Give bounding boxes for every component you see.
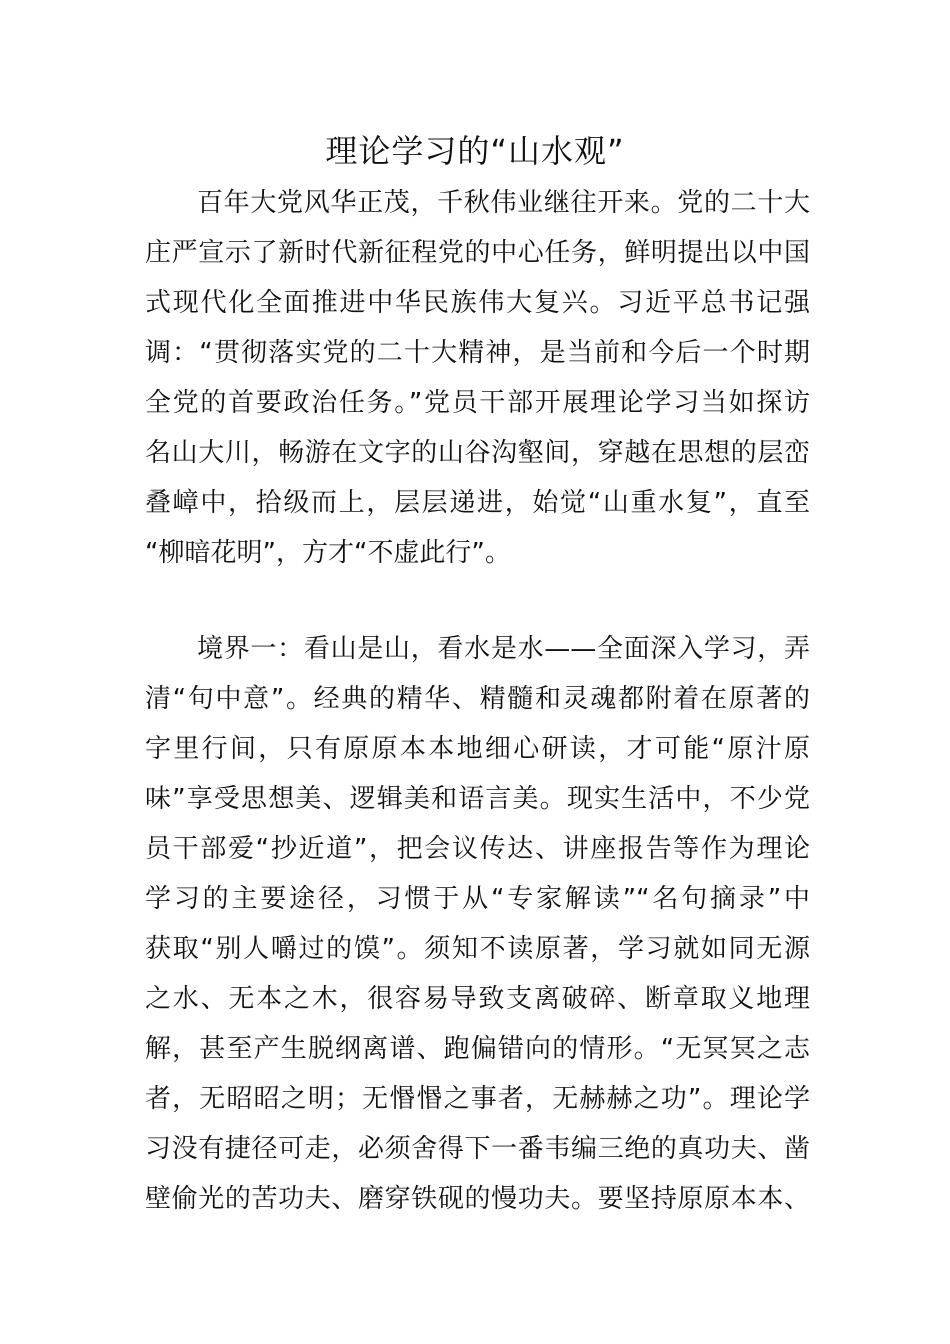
paragraph-line: 名山大川，畅游在文字的山谷沟壑间，穿越在思想的层峦	[145, 438, 810, 468]
paragraph-line: 获取“别人嚼过的馍”。须知不读原著，学习就如同无源	[145, 934, 810, 964]
paragraph-line: 庄严宣示了新时代新征程党的中心任务，鲜明提出以中国	[145, 238, 810, 268]
paragraph-line: 解，甚至产生脱纲离谱、跑偏错向的情形。“无冥冥之志	[145, 1034, 810, 1064]
paragraph-line: 清“句中意”。经典的精华、精髓和灵魂都附着在原著的	[145, 684, 810, 714]
paragraph-line: 叠嶂中，拾级而上，层层递进，始觉“山重水复”，直至	[145, 488, 810, 518]
paragraph-line: 调：“贯彻落实党的二十大精神，是当前和今后一个时期	[145, 338, 810, 368]
paragraph-line: 式现代化全面推进中华民族伟大复兴。习近平总书记强	[145, 288, 810, 318]
paragraph-line: 境界一：看山是山，看水是水——全面深入学习，弄	[197, 634, 810, 664]
paragraph-line: 味”享受思想美、逻辑美和语言美。现实生活中，不少党	[145, 784, 810, 814]
paragraph-line: 之水、无本之木，很容易导致支离破碎、断章取义地理	[145, 984, 810, 1014]
paragraph-line: 者，无昭昭之明；无惽惽之事者，无赫赫之功”。理论学	[145, 1084, 810, 1114]
paragraph-line: 全党的首要政治任务。”党员干部开展理论学习当如探访	[145, 388, 810, 418]
paragraph-line: 字里行间，只有原原本本地细心研读，才可能“原汁原	[145, 734, 810, 764]
document-title: 理论学习的“山水观”	[325, 132, 625, 170]
paragraph-line: 百年大党风华正茂，千秋伟业继往开来。党的二十大	[197, 188, 810, 218]
paragraph-intro	[145, 178, 810, 578]
paragraph-realm-one	[145, 624, 810, 1224]
paragraph-line: 学习的主要途径，习惯于从“专家解读”“名句摘录”中	[145, 884, 810, 914]
paragraph-line: 习没有捷径可走，必须舍得下一番韦编三绝的真功夫、凿	[145, 1134, 810, 1164]
paragraph-line: “柳暗花明”，方才“不虚此行”。	[145, 538, 511, 568]
paragraph-line: 员干部爱“抄近道”，把会议传达、讲座报告等作为理论	[145, 834, 810, 864]
paragraph-line: 壁偷光的苦功夫、磨穿铁砚的慢功夫。要坚持原原本本、	[145, 1184, 810, 1214]
